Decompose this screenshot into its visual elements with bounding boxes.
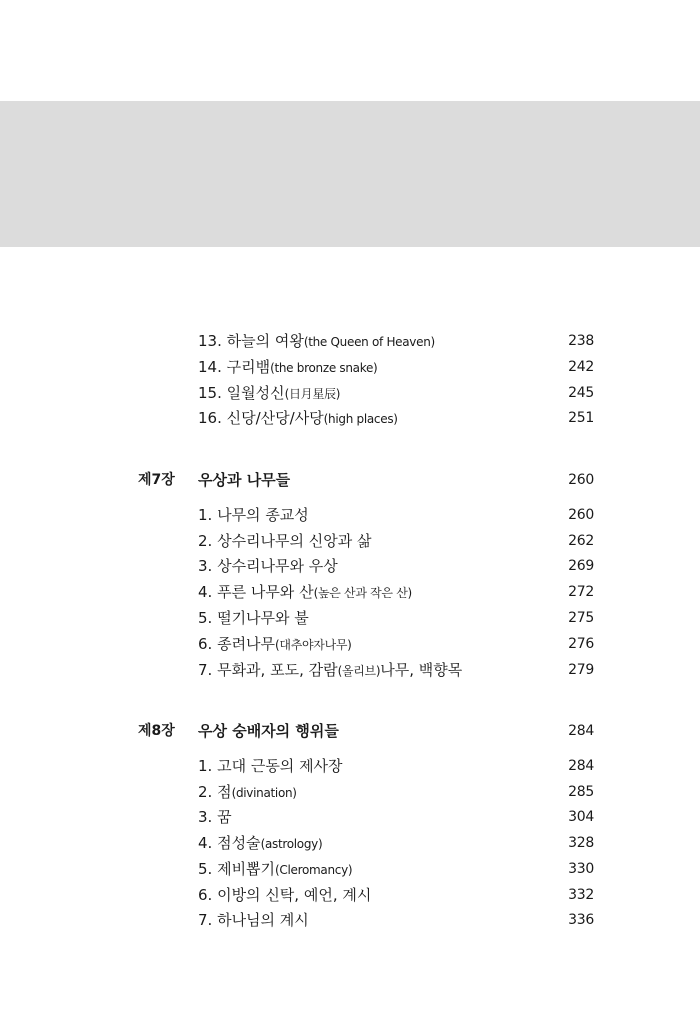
toc-entry-page: 262 xyxy=(568,533,594,549)
toc-entry-page: 272 xyxy=(568,584,594,600)
toc-entry[interactable] xyxy=(0,753,700,779)
toc-entry-page: 251 xyxy=(568,410,594,426)
chapter-title: 우상 숭배자의 행위들 xyxy=(198,722,339,740)
toc-entry[interactable] xyxy=(0,882,700,908)
toc-entry-page: 332 xyxy=(568,887,594,903)
toc-entry-page: 279 xyxy=(568,662,594,678)
toc-entry-page: 276 xyxy=(568,636,594,652)
toc-entry-page: 284 xyxy=(568,758,594,774)
toc-entry-title: 14. 구리뱀(the bronze snake) xyxy=(198,358,378,376)
toc-entry[interactable] xyxy=(0,804,700,830)
toc-entry[interactable] xyxy=(0,354,700,380)
toc-entry-title: 1. 고대 근동의 제사장 xyxy=(198,757,343,775)
toc-entry-title: 6. 종려나무(대추야자나무) xyxy=(198,635,352,653)
toc-entry-title: 1. 나무의 종교성 xyxy=(198,506,309,524)
toc-entry[interactable] xyxy=(0,380,700,406)
toc-entry-title: 7. 하나님의 계시 xyxy=(198,911,309,929)
chapter-number: 제8장 xyxy=(138,723,175,739)
toc-entry-page: 330 xyxy=(568,861,594,877)
toc-entry[interactable] xyxy=(0,405,700,431)
chapter-heading[interactable] xyxy=(0,467,700,493)
toc-entry-page: 242 xyxy=(568,359,594,375)
toc-entry-page: 328 xyxy=(568,835,594,851)
toc-entry-page: 260 xyxy=(568,507,594,523)
toc-entry[interactable] xyxy=(0,605,700,631)
toc-entry-title: 2. 점(divination) xyxy=(198,783,297,801)
toc-entry-title: 4. 푸른 나무와 산(높은 산과 작은 산) xyxy=(198,583,412,601)
toc-entry[interactable] xyxy=(0,553,700,579)
toc-entry-page: 285 xyxy=(568,784,594,800)
toc-entry-title: 3. 꿈 xyxy=(198,808,232,826)
toc-entry-title: 5. 제비뽑기(Cleromancy) xyxy=(198,860,353,878)
toc-entry-title: 3. 상수리나무와 우상 xyxy=(198,557,338,575)
toc-entry-title: 2. 상수리나무의 신앙과 삶 xyxy=(198,532,372,550)
toc-entry[interactable] xyxy=(0,856,700,882)
toc-entry[interactable] xyxy=(0,528,700,554)
toc-entry-page: 238 xyxy=(568,333,594,349)
chapter-page: 260 xyxy=(568,472,594,488)
toc-entry[interactable] xyxy=(0,907,700,933)
toc-entry[interactable] xyxy=(0,502,700,528)
toc-entry[interactable] xyxy=(0,579,700,605)
toc-entry-title: 5. 떨기나무와 불 xyxy=(198,609,309,627)
toc-entry[interactable] xyxy=(0,328,700,354)
toc-entry-page: 336 xyxy=(568,912,594,928)
toc-entry-title: 6. 이방의 신탁, 예언, 계시 xyxy=(198,886,372,904)
toc-entry-title: 13. 하늘의 여왕(the Queen of Heaven) xyxy=(198,332,435,350)
toc-entry-title: 16. 신당/산당/사당(high places) xyxy=(198,409,398,427)
toc-entry-title: 15. 일월성신(日月星辰) xyxy=(198,384,341,402)
toc-entry[interactable] xyxy=(0,830,700,856)
toc-entry-title: 4. 점성술(astrology) xyxy=(198,834,323,852)
toc-entry-page: 304 xyxy=(568,809,594,825)
chapter-heading[interactable] xyxy=(0,718,700,744)
toc-entry[interactable] xyxy=(0,657,700,683)
toc-entry-title: 7. 무화과, 포도, 감람(올리브)나무, 백향목 xyxy=(198,661,463,679)
chapter-page: 284 xyxy=(568,723,594,739)
toc-entry[interactable] xyxy=(0,631,700,657)
chapter-number: 제7장 xyxy=(138,472,175,488)
chapter-title: 우상과 나무들 xyxy=(198,471,291,489)
toc-entry-page: 245 xyxy=(568,385,594,401)
toc-entry-page: 275 xyxy=(568,610,594,626)
toc-entry-page: 269 xyxy=(568,558,594,574)
toc-entry[interactable] xyxy=(0,779,700,805)
